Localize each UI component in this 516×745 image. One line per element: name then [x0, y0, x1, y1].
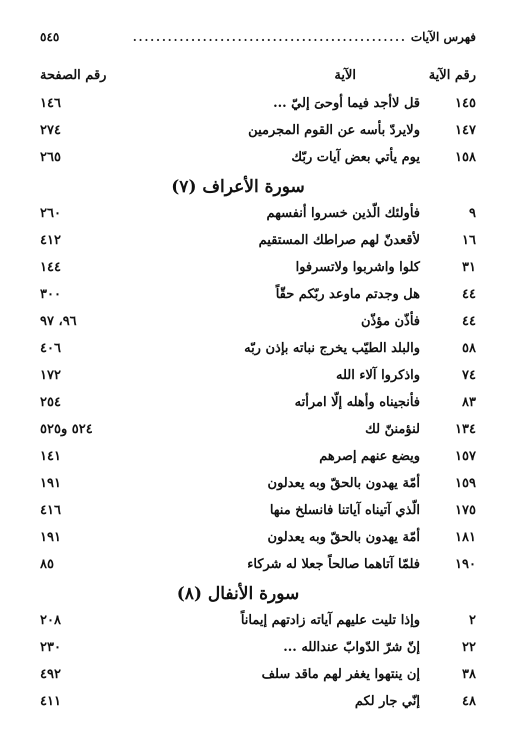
page-ref: ٢٠٨	[40, 613, 61, 628]
verse-number: ١٩٠	[455, 557, 476, 572]
verse-text: والبلد الطيّب يخرج نباته بإذن ربّه	[244, 341, 420, 356]
verse-number: ١٤٥	[455, 96, 476, 111]
index-row	[40, 553, 476, 580]
verse-text: وإذا تليت عليهم آياته زادتهم إيماناً	[240, 613, 420, 628]
verse-number: ١٧٥	[455, 503, 476, 518]
verse-text: كلوا واشربوا ولاتسرفوا	[295, 260, 420, 275]
verse-text: فأذّن مؤذّن	[360, 314, 420, 329]
index-row	[40, 283, 476, 310]
verse-text: هل وجدتم ماوعد ربّكم حقّاً	[275, 287, 420, 302]
page-ref: ٨٥	[40, 557, 54, 572]
page-ref: ٢٥٤	[40, 395, 61, 410]
page-ref: ١٩١	[40, 530, 61, 545]
verse-text: يوم يأتي بعض آيات ربّك	[291, 150, 420, 165]
index-row	[40, 690, 476, 717]
index-row	[40, 256, 476, 283]
verse-text: واذكروا آلاء الله	[336, 368, 420, 383]
verse-number: ٤٤	[462, 287, 476, 302]
index-row	[40, 391, 476, 418]
verse-text: إنّي جار لكم	[354, 694, 420, 709]
verse-text: ويضع عنهم إصرهم	[319, 449, 420, 464]
page-ref: ٢٦٠	[40, 206, 61, 221]
index-row	[40, 609, 476, 636]
page-ref: ٤١١	[40, 694, 61, 709]
index-row	[40, 418, 476, 445]
index-row	[40, 92, 476, 119]
verse-number: ١٥٧	[455, 449, 476, 464]
verse-number: ٧٤	[462, 368, 476, 383]
page-ref: ١٤١	[40, 449, 61, 464]
running-header	[40, 28, 476, 46]
verse-number: ٢	[469, 613, 476, 628]
index-row	[40, 526, 476, 553]
page-number: ٥٤٥	[40, 30, 60, 44]
index-row	[40, 636, 476, 663]
verse-number: ٤٨	[462, 694, 476, 709]
verse-text: إنّ شرّ الدّوابّ عندالله ...	[283, 640, 420, 655]
index-row	[40, 499, 476, 526]
verse-number: ١٥٨	[455, 150, 476, 165]
index-row	[40, 146, 476, 173]
verse-number: ٨٣	[462, 395, 476, 410]
page-ref: ٩٦، ٩٧	[40, 314, 77, 329]
running-header-title: فهرس الآيات	[410, 30, 476, 44]
verse-header: الآية	[334, 68, 356, 83]
page-ref: ٢٦٥	[40, 150, 61, 165]
verse-number: ٤٤	[462, 314, 476, 329]
page-ref: ٢٧٤	[40, 123, 61, 138]
index-row	[40, 229, 476, 256]
verse-number: ٣١	[462, 260, 476, 275]
verse-number: ١٥٩	[455, 476, 476, 491]
verse-text: فلمّا آتاهما صالحاً جعلا له شركاء	[247, 557, 420, 572]
index-row	[40, 364, 476, 391]
page-ref: ٤٠٦	[40, 341, 61, 356]
verse-number: ٩	[469, 206, 476, 221]
dot-leader: ...............................................	[132, 30, 407, 44]
verse-text: أمّة يهدون بالحقّ وبه يعدلون	[267, 476, 420, 491]
verse-number: ٣٨	[462, 667, 476, 682]
index-row	[40, 337, 476, 364]
verse-text: فأنجيناه وأهله إلّا امرأته	[294, 395, 420, 410]
verse-text: لأقعدنّ لهم صراطك المستقيم	[258, 233, 420, 248]
page-ref: ١٤٦	[40, 96, 61, 111]
page-ref: ٤١٢	[40, 233, 61, 248]
verse-number: ١٦	[462, 233, 476, 248]
column-headers	[40, 68, 476, 88]
verse-text: إن ينتهوا يغفر لهم ماقد سلف	[261, 667, 420, 682]
verse-text: الّذي آتيناه آياتنا فانسلخ منها	[269, 503, 420, 518]
index-row	[40, 663, 476, 690]
index-row	[40, 202, 476, 229]
page-number-header: رقم الصفحة	[40, 68, 107, 83]
index-row	[40, 119, 476, 146]
page-ref: ٥٢٤ و٥٢٥	[40, 422, 93, 437]
page-ref: ٢٣٠	[40, 640, 61, 655]
index-row	[40, 472, 476, 499]
page-ref: ١٩١	[40, 476, 61, 491]
verse-number: ٥٨	[462, 341, 476, 356]
surah-heading-anfal: سورة الأنفال (٨)	[176, 584, 300, 604]
verse-text: فأولئك الّذين خسروا أنفسهم	[266, 206, 420, 221]
page-ref: ٣٠٠	[40, 287, 61, 302]
verse-number-header: رقم الآية	[428, 68, 476, 83]
verse-number: ١٣٤	[455, 422, 476, 437]
verse-number: ١٨١	[455, 530, 476, 545]
verse-text: ولايردّ بأسه عن القوم المجرمين	[248, 123, 420, 138]
verse-text: لنؤمننّ لك	[365, 422, 420, 437]
page-ref: ٤٩٢	[40, 667, 61, 682]
index-row	[40, 445, 476, 472]
verse-text: أمّة يهدون بالحقّ وبه يعدلون	[267, 530, 420, 545]
index-row	[40, 310, 476, 337]
verse-number: ٢٢	[462, 640, 476, 655]
page-ref: ١٧٢	[40, 368, 61, 383]
page-ref: ١٤٤	[40, 260, 61, 275]
verse-text: قل لاأجد فيما أوحىَ إليّ ...	[273, 96, 420, 111]
page-ref: ٤١٦	[40, 503, 61, 518]
verse-index-list	[40, 92, 476, 717]
surah-heading-araf: سورة الأعراف (٧)	[171, 177, 305, 197]
verse-number: ١٤٧	[455, 123, 476, 138]
